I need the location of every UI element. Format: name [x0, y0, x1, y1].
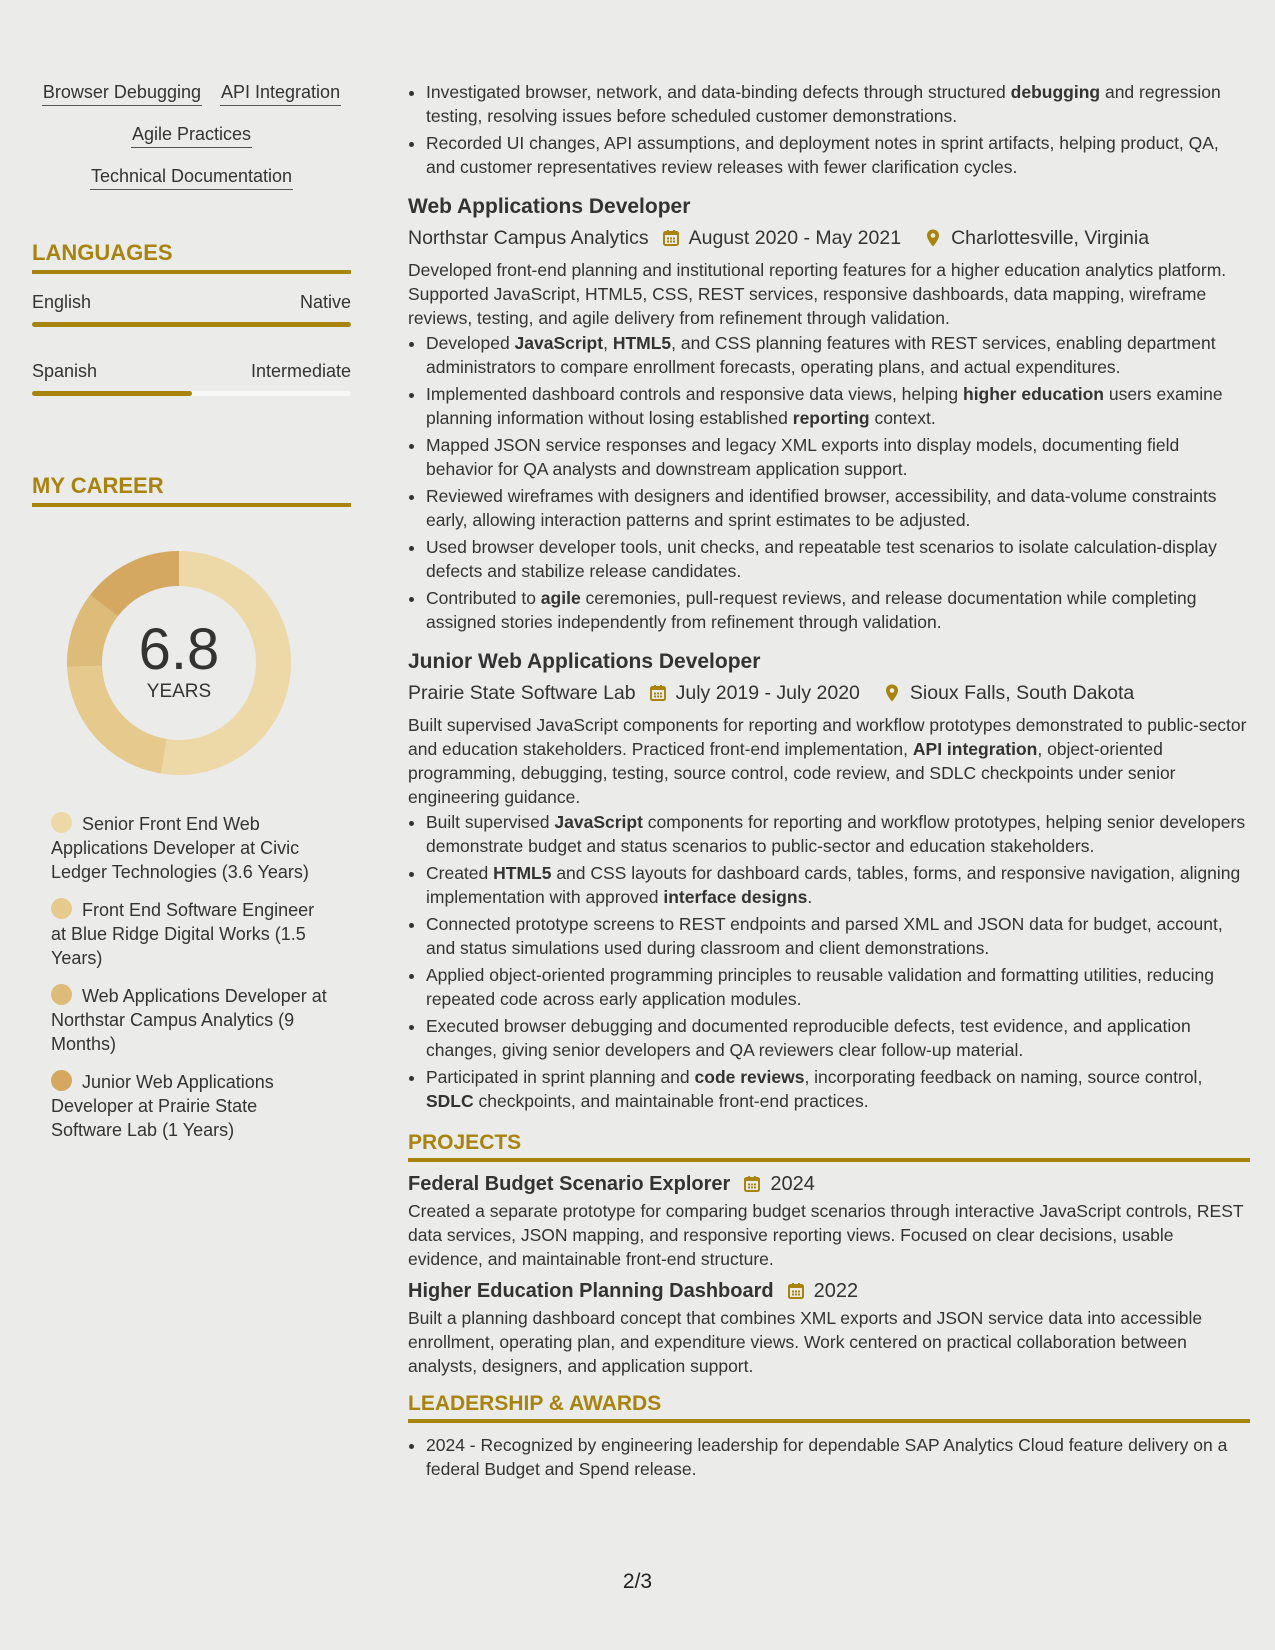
- language-item: [32, 292, 351, 327]
- right-column: [408, 80, 1250, 1484]
- legend-label: Junior Web Applications Developer at Prairie State Software Lab (1 Years): [51, 1072, 274, 1140]
- career-donut-chart: [65, 549, 293, 777]
- experience-list: [408, 193, 1250, 1113]
- language-bar-fill: [32, 391, 192, 396]
- bullet-item: • Applied object-oriented programming principles to reusable validation and formatting utilities, reducing repeated code across early application modules.: [426, 963, 1250, 1011]
- job-description: Developed front-end planning and institutional reporting features for a higher education analytics platform. Supported JavaScript, HTML5, CSS, REST services, responsive dashboards, data mapping, wireframe reviews, testing, and agile delivery from refinement through validation.: [408, 260, 1227, 328]
- bullet-item: • Reviewed wireframes with designers and identified browser, accessibility, and data-volume constraints early, allowing interaction patterns and sprint estimates to be adjusted.: [426, 484, 1250, 532]
- language-item: [32, 361, 351, 396]
- awards-list: [408, 1433, 1250, 1481]
- career-legend: [51, 812, 331, 1142]
- legend-swatch: [51, 898, 72, 919]
- career-legend-item: [51, 812, 331, 884]
- language-name: Spanish: [32, 361, 98, 381]
- skill-tag: API Integration: [220, 82, 341, 106]
- bullet-item: • Participated in sprint planning and code reviews, incorporating feedback on naming, source control, SDLC checkpoints, and maintainable front-end practices.: [426, 1065, 1250, 1113]
- page-number: 2/3: [622, 1570, 653, 1593]
- projects-list: [408, 1172, 1250, 1378]
- project-year: 2022: [813, 1280, 859, 1302]
- job-bullets: [408, 810, 1250, 1113]
- legend-label: Senior Front End Web Applications Developer at Civic Ledger Technologies (3.6 Years): [51, 814, 309, 882]
- project-title: Federal Budget Scenario Explorer: [408, 1173, 731, 1195]
- job-bullets: [408, 331, 1250, 634]
- award-item: • 2024 - Recognized by engineering leadership for dependable SAP Analytics Cloud feature delivery on a federal Budget and Spend release.: [426, 1433, 1250, 1481]
- bullet-item: • Connected prototype screens to REST endpoints and parsed XML and JSON data for budget, account, and status simulations used during classroom and client demonstrations.: [426, 912, 1250, 960]
- bullet-item: • Recorded UI changes, API assumptions, and deployment notes in sprint artifacts, helping product, QA, and customer representatives review releases with fewer clarification cycles.: [426, 131, 1250, 179]
- language-bar-fill: [32, 322, 351, 327]
- project-title-row: [408, 1172, 1250, 1196]
- career-legend-item: [51, 898, 331, 970]
- legend-swatch: [51, 812, 72, 833]
- donut-center: [65, 617, 293, 703]
- calendar-icon: [742, 1174, 762, 1194]
- career-total-years: 6.8: [138, 617, 220, 682]
- awards-heading: LEADERSHIP & AWARDS: [408, 1392, 1250, 1423]
- project-description: Created a separate prototype for comparing budget scenarios through interactive JavaScript controls, REST data services, JSON mapping, and responsive reporting views. Focused on clear decisions, usable evidence, and maintainable front-end structure.: [408, 1201, 1244, 1269]
- project-title-row: [408, 1279, 1250, 1303]
- project-entry: [408, 1172, 1250, 1271]
- job-entry: [408, 193, 1250, 634]
- bullet-item: • Used browser developer tools, unit checks, and repeatable test scenarios to isolate calculation-display defects and stabilize release candidates.: [426, 535, 1250, 583]
- legend-swatch: [51, 984, 72, 1005]
- job-meta: [408, 225, 1250, 251]
- calendar-icon: [661, 228, 681, 248]
- bullet-item: • Built supervised JavaScript components for reporting and workflow prototypes, helping senior developers demonstrate budget and status scenarios to public-sector and education stakeholders.: [426, 810, 1250, 858]
- projects-heading: PROJECTS: [408, 1131, 1250, 1162]
- career-total-unit: YEARS: [146, 681, 212, 702]
- project-entry: [408, 1279, 1250, 1378]
- skill-tag: Browser Debugging: [42, 82, 202, 106]
- language-level: Intermediate: [250, 361, 351, 381]
- skills-list: [32, 82, 351, 190]
- skill-tag: Agile Practices: [131, 124, 252, 148]
- location-pin-icon: [923, 228, 943, 248]
- project-year: 2024: [770, 1173, 815, 1195]
- job-description: Built supervised JavaScript components for reporting and workflow prototypes demonstrated to public-sector and education stakeholders. Practiced front-end implementation, API integration, object-oriented programming, debugging, testing, source control, code review, and SDLC checkpoints under senior engineering guidance.: [408, 715, 1247, 807]
- left-column: [32, 82, 351, 1156]
- legend-label: Front End Software Engineer at Blue Ridge Digital Works (1.5 Years): [51, 900, 315, 968]
- legend-swatch: [51, 1070, 72, 1091]
- bullet-item: • Implemented dashboard controls and responsive data views, helping higher education users examine planning information without losing established reporting context.: [426, 382, 1250, 430]
- location-pin-icon: [882, 683, 902, 703]
- languages-heading: LANGUAGES: [32, 240, 351, 274]
- career-legend-item: [51, 984, 331, 1056]
- language-name: English: [32, 292, 92, 312]
- job-title: Junior Web Applications Developer: [408, 650, 761, 673]
- job-meta: [408, 680, 1250, 706]
- job-title: Web Applications Developer: [408, 195, 691, 218]
- job-dates: July 2019 - July 2020: [675, 682, 860, 704]
- bullet-item: • Mapped JSON service responses and legacy XML exports into display models, documenting field behavior for QA analysts and downstream application support.: [426, 433, 1250, 481]
- bullet-item: • Contributed to agile ceremonies, pull-request reviews, and release documentation while completing assigned stories independently from refinement through validation.: [426, 586, 1250, 634]
- skill-tag: Technical Documentation: [90, 166, 293, 190]
- bullet-item: • Developed JavaScript, HTML5, and CSS planning features with REST services, enabling department administrators to compare enrollment forecasts, operating plans, and actual expenditures.: [426, 331, 1250, 379]
- job-company: Prairie State Software Lab: [408, 682, 636, 704]
- language-level: Native: [299, 292, 351, 312]
- job-location: Sioux Falls, South Dakota: [909, 682, 1135, 704]
- language-bar: [32, 322, 351, 327]
- bullet-item: • Created HTML5 and CSS layouts for dashboard cards, tables, forms, and responsive navigation, aligning implementation with approved interface designs.: [426, 861, 1250, 909]
- job-entry: [408, 648, 1250, 1113]
- job-company: Northstar Campus Analytics: [408, 227, 649, 249]
- career-legend-item: [51, 1070, 331, 1142]
- job-location: Charlottesville, Virginia: [951, 227, 1150, 249]
- bullet-item: • Investigated browser, network, and data-binding defects through structured debugging and regression testing, resolving issues before scheduled customer demonstrations.: [426, 80, 1250, 128]
- language-bar: [32, 391, 351, 396]
- job-dates: August 2020 - May 2021: [688, 227, 902, 249]
- project-title: Higher Education Planning Dashboard: [408, 1280, 774, 1302]
- calendar-icon: [786, 1281, 806, 1301]
- continued-bullets: [408, 80, 1250, 179]
- career-heading: MY CAREER: [32, 473, 351, 507]
- legend-label: Web Applications Developer at Northstar Campus Analytics (9 Months): [51, 986, 327, 1054]
- calendar-icon: [648, 683, 668, 703]
- project-description: Built a planning dashboard concept that combines XML exports and JSON service data into accessible enrollment, operating plan, and expenditure views. Work centered on practical collaboration between analysts, designers, and application support.: [408, 1308, 1203, 1376]
- bullet-item: • Executed browser debugging and documented reproducible defects, test evidence, and application changes, giving senior developers and QA reviewers clear follow-up material.: [426, 1014, 1250, 1062]
